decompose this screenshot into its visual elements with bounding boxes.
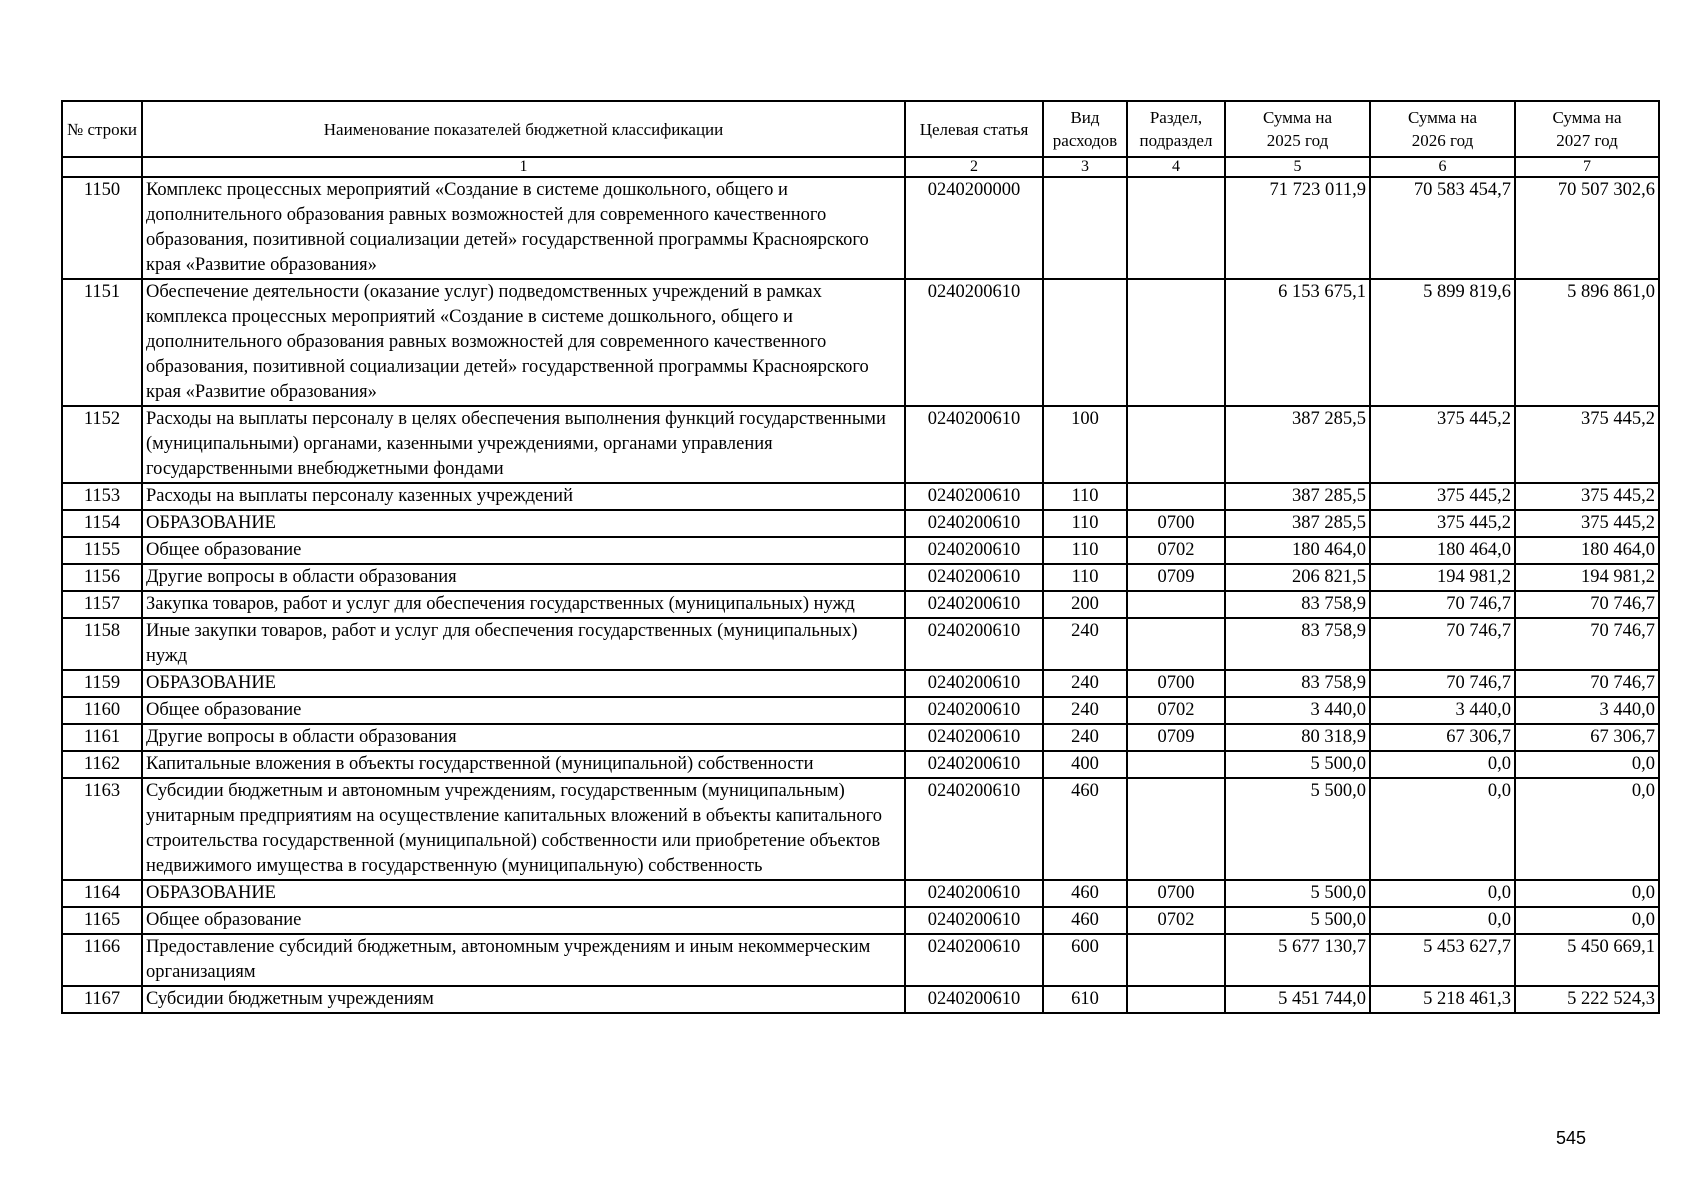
column-number: 5 <box>1225 157 1370 177</box>
table-row <box>62 724 1659 751</box>
row-name: Капитальные вложения в объекты государственной (муниципальной) собственности <box>142 751 905 778</box>
row-sum-2027: 70 746,7 <box>1515 618 1659 670</box>
table-row <box>62 177 1659 279</box>
table-row <box>62 537 1659 564</box>
row-name: ОБРАЗОВАНИЕ <box>142 880 905 907</box>
row-sum-2027: 0,0 <box>1515 778 1659 880</box>
row-sum-2027: 0,0 <box>1515 751 1659 778</box>
row-section <box>1127 406 1225 483</box>
budget-table <box>61 100 1660 1014</box>
row-section <box>1127 986 1225 1013</box>
row-sum-2025: 180 464,0 <box>1225 537 1370 564</box>
row-sum-2026: 70 583 454,7 <box>1370 177 1515 279</box>
header-section-line2: подраздел <box>1139 131 1213 150</box>
row-target: 0240200610 <box>905 907 1043 934</box>
header-sum-2026-line1: Сумма на <box>1407 108 1478 127</box>
row-kind: 240 <box>1043 697 1127 724</box>
row-kind <box>1043 177 1127 279</box>
row-name: Другие вопросы в области образования <box>142 564 905 591</box>
row-sum-2025: 5 677 130,7 <box>1225 934 1370 986</box>
row-sum-2027: 70 746,7 <box>1515 670 1659 697</box>
row-kind: 610 <box>1043 986 1127 1013</box>
row-target: 0240200610 <box>905 510 1043 537</box>
row-kind: 240 <box>1043 724 1127 751</box>
row-name: Предоставление субсидий бюджетным, автономным учреждениям и иным некоммерческим организациям <box>142 934 905 986</box>
row-section: 0700 <box>1127 510 1225 537</box>
row-sum-2025: 83 758,9 <box>1225 591 1370 618</box>
row-sum-2025: 83 758,9 <box>1225 670 1370 697</box>
row-kind: 110 <box>1043 537 1127 564</box>
table-row <box>62 279 1659 406</box>
row-number: 1165 <box>62 907 142 934</box>
row-section <box>1127 934 1225 986</box>
row-sum-2026: 0,0 <box>1370 880 1515 907</box>
row-sum-2027: 0,0 <box>1515 907 1659 934</box>
row-sum-2025: 6 153 675,1 <box>1225 279 1370 406</box>
row-sum-2025: 387 285,5 <box>1225 406 1370 483</box>
row-name: Общее образование <box>142 537 905 564</box>
row-sum-2027: 0,0 <box>1515 880 1659 907</box>
row-sum-2025: 206 821,5 <box>1225 564 1370 591</box>
row-sum-2025: 387 285,5 <box>1225 483 1370 510</box>
row-number: 1155 <box>62 537 142 564</box>
table-row <box>62 670 1659 697</box>
row-name: Комплекс процессных мероприятий «Создание в системе дошкольного, общего и дополнительного образования равных возможностей для современного качественного образования, позитивной социализации детей» государственной программы Красноярского края «Развитие образования» <box>142 177 905 279</box>
header-sum-2026 <box>1370 101 1515 157</box>
row-sum-2027: 375 445,2 <box>1515 483 1659 510</box>
header-sum-2027-line2: 2027 год <box>1556 131 1618 150</box>
row-target: 0240200610 <box>905 564 1043 591</box>
row-target: 0240200610 <box>905 724 1043 751</box>
row-sum-2026: 5 899 819,6 <box>1370 279 1515 406</box>
row-number: 1152 <box>62 406 142 483</box>
row-sum-2025: 5 451 744,0 <box>1225 986 1370 1013</box>
row-kind: 110 <box>1043 564 1127 591</box>
row-target: 0240200610 <box>905 618 1043 670</box>
row-kind <box>1043 279 1127 406</box>
table-row <box>62 751 1659 778</box>
table-row <box>62 564 1659 591</box>
row-section: 0702 <box>1127 697 1225 724</box>
header-row-no: № строки <box>62 101 142 157</box>
row-name: Расходы на выплаты персоналу в целях обеспечения выполнения функций государственными (муниципальными) органами, казенными учреждениями, органами управления государственными внебюджетными фондами <box>142 406 905 483</box>
row-sum-2026: 67 306,7 <box>1370 724 1515 751</box>
row-target: 0240200610 <box>905 751 1043 778</box>
row-target: 0240200610 <box>905 880 1043 907</box>
row-kind: 110 <box>1043 483 1127 510</box>
column-number <box>62 157 142 177</box>
row-sum-2025: 80 318,9 <box>1225 724 1370 751</box>
row-section: 0709 <box>1127 724 1225 751</box>
row-sum-2026: 375 445,2 <box>1370 406 1515 483</box>
row-target: 0240200610 <box>905 483 1043 510</box>
column-number: 6 <box>1370 157 1515 177</box>
row-sum-2026: 375 445,2 <box>1370 483 1515 510</box>
row-number: 1154 <box>62 510 142 537</box>
row-number: 1153 <box>62 483 142 510</box>
row-sum-2027: 67 306,7 <box>1515 724 1659 751</box>
header-sum-2027 <box>1515 101 1659 157</box>
row-sum-2027: 194 981,2 <box>1515 564 1659 591</box>
row-sum-2025: 3 440,0 <box>1225 697 1370 724</box>
column-number: 1 <box>142 157 905 177</box>
row-name: Закупка товаров, работ и услуг для обеспечения государственных (муниципальных) нужд <box>142 591 905 618</box>
row-kind: 460 <box>1043 778 1127 880</box>
row-sum-2027: 70 507 302,6 <box>1515 177 1659 279</box>
row-number: 1159 <box>62 670 142 697</box>
row-target: 0240200000 <box>905 177 1043 279</box>
row-name: ОБРАЗОВАНИЕ <box>142 670 905 697</box>
table-row <box>62 778 1659 880</box>
row-kind: 100 <box>1043 406 1127 483</box>
row-sum-2027: 5 450 669,1 <box>1515 934 1659 986</box>
row-section <box>1127 279 1225 406</box>
column-number: 2 <box>905 157 1043 177</box>
row-sum-2025: 71 723 011,9 <box>1225 177 1370 279</box>
row-sum-2025: 5 500,0 <box>1225 880 1370 907</box>
row-section: 0700 <box>1127 670 1225 697</box>
row-kind: 110 <box>1043 510 1127 537</box>
row-name: Общее образование <box>142 697 905 724</box>
row-name: Общее образование <box>142 907 905 934</box>
row-target: 0240200610 <box>905 986 1043 1013</box>
header-sum-2026-line2: 2026 год <box>1411 131 1474 150</box>
header-target: Целевая статья <box>905 101 1043 157</box>
row-number: 1163 <box>62 778 142 880</box>
header-sum-2025 <box>1225 101 1370 157</box>
row-target: 0240200610 <box>905 934 1043 986</box>
row-sum-2027: 375 445,2 <box>1515 510 1659 537</box>
row-target: 0240200610 <box>905 406 1043 483</box>
budget-table-wrapper <box>61 100 1658 1014</box>
row-number: 1166 <box>62 934 142 986</box>
row-sum-2026: 0,0 <box>1370 907 1515 934</box>
row-sum-2026: 70 746,7 <box>1370 591 1515 618</box>
row-kind: 460 <box>1043 907 1127 934</box>
row-target: 0240200610 <box>905 591 1043 618</box>
row-sum-2026: 0,0 <box>1370 778 1515 880</box>
column-number-row <box>62 157 1659 177</box>
row-kind: 240 <box>1043 618 1127 670</box>
header-row <box>62 101 1659 157</box>
row-number: 1156 <box>62 564 142 591</box>
row-sum-2027: 3 440,0 <box>1515 697 1659 724</box>
row-sum-2025: 5 500,0 <box>1225 751 1370 778</box>
row-sum-2025: 5 500,0 <box>1225 907 1370 934</box>
row-sum-2025: 387 285,5 <box>1225 510 1370 537</box>
row-section: 0702 <box>1127 907 1225 934</box>
row-name: Субсидии бюджетным и автономным учреждениям, государственным (муниципальным) унитарным предприятиям на осуществление капитальных вложений в объекты капитального строительства государственной (муниципальной) собственности или приобретение объектов недвижимого имущества в государственную (муниципальную) собственность <box>142 778 905 880</box>
row-kind: 460 <box>1043 880 1127 907</box>
row-sum-2025: 5 500,0 <box>1225 778 1370 880</box>
row-number: 1151 <box>62 279 142 406</box>
table-row <box>62 510 1659 537</box>
column-number: 4 <box>1127 157 1225 177</box>
row-sum-2026: 194 981,2 <box>1370 564 1515 591</box>
row-kind: 400 <box>1043 751 1127 778</box>
row-sum-2026: 0,0 <box>1370 751 1515 778</box>
row-name: Другие вопросы в области образования <box>142 724 905 751</box>
row-section: 0700 <box>1127 880 1225 907</box>
row-target: 0240200610 <box>905 778 1043 880</box>
table-row <box>62 880 1659 907</box>
table-row <box>62 591 1659 618</box>
row-name: ОБРАЗОВАНИЕ <box>142 510 905 537</box>
row-kind: 240 <box>1043 670 1127 697</box>
row-number: 1157 <box>62 591 142 618</box>
column-number: 3 <box>1043 157 1127 177</box>
row-kind: 600 <box>1043 934 1127 986</box>
row-sum-2027: 5 896 861,0 <box>1515 279 1659 406</box>
row-section <box>1127 177 1225 279</box>
table-row <box>62 618 1659 670</box>
row-section: 0702 <box>1127 537 1225 564</box>
row-section <box>1127 751 1225 778</box>
row-sum-2027: 180 464,0 <box>1515 537 1659 564</box>
row-number: 1162 <box>62 751 142 778</box>
row-name: Расходы на выплаты персоналу казенных учреждений <box>142 483 905 510</box>
header-section-line1: Раздел, <box>1149 108 1203 127</box>
table-row <box>62 483 1659 510</box>
row-number: 1161 <box>62 724 142 751</box>
row-sum-2026: 375 445,2 <box>1370 510 1515 537</box>
header-sum-2025-line1: Сумма на <box>1262 108 1333 127</box>
row-sum-2026: 5 218 461,3 <box>1370 986 1515 1013</box>
row-name: Субсидии бюджетным учреждениям <box>142 986 905 1013</box>
row-sum-2026: 180 464,0 <box>1370 537 1515 564</box>
row-name: Обеспечение деятельности (оказание услуг) подведомственных учреждений в рамках комплекса процессных мероприятий «Создание в системе дошкольного, общего и дополнительного образования равных возможностей для современного качественного образования, позитивной социализации детей» государственной программы Красноярского края «Развитие образования» <box>142 279 905 406</box>
table-row <box>62 986 1659 1013</box>
header-name: Наименование показателей бюджетной классификации <box>142 101 905 157</box>
row-sum-2026: 70 746,7 <box>1370 670 1515 697</box>
table-body <box>62 177 1659 1013</box>
row-sum-2026: 5 453 627,7 <box>1370 934 1515 986</box>
row-sum-2025: 83 758,9 <box>1225 618 1370 670</box>
row-sum-2027: 375 445,2 <box>1515 406 1659 483</box>
header-sum-2025-line2: 2025 год <box>1266 131 1329 150</box>
row-target: 0240200610 <box>905 537 1043 564</box>
row-sum-2026: 3 440,0 <box>1370 697 1515 724</box>
header-kind-line1: Вид <box>1070 108 1100 127</box>
row-number: 1167 <box>62 986 142 1013</box>
row-target: 0240200610 <box>905 670 1043 697</box>
row-section: 0709 <box>1127 564 1225 591</box>
row-section <box>1127 778 1225 880</box>
row-number: 1164 <box>62 880 142 907</box>
table-row <box>62 907 1659 934</box>
header-section <box>1127 101 1225 157</box>
row-section <box>1127 618 1225 670</box>
table-row <box>62 406 1659 483</box>
row-sum-2026: 70 746,7 <box>1370 618 1515 670</box>
row-sum-2027: 5 222 524,3 <box>1515 986 1659 1013</box>
row-kind: 200 <box>1043 591 1127 618</box>
table-row <box>62 697 1659 724</box>
row-target: 0240200610 <box>905 697 1043 724</box>
row-section <box>1127 591 1225 618</box>
page-number: 545 <box>1556 1128 1587 1148</box>
header-kind <box>1043 101 1127 157</box>
row-sum-2027: 70 746,7 <box>1515 591 1659 618</box>
header-sum-2027-line1: Сумма на <box>1552 108 1622 127</box>
row-number: 1150 <box>62 177 142 279</box>
row-target: 0240200610 <box>905 279 1043 406</box>
column-number: 7 <box>1515 157 1659 177</box>
row-name: Иные закупки товаров, работ и услуг для обеспечения государственных (муниципальных) нужд <box>142 618 905 670</box>
row-number: 1160 <box>62 697 142 724</box>
row-number: 1158 <box>62 618 142 670</box>
table-row <box>62 934 1659 986</box>
row-section <box>1127 483 1225 510</box>
header-kind-line2: расходов <box>1052 131 1118 150</box>
